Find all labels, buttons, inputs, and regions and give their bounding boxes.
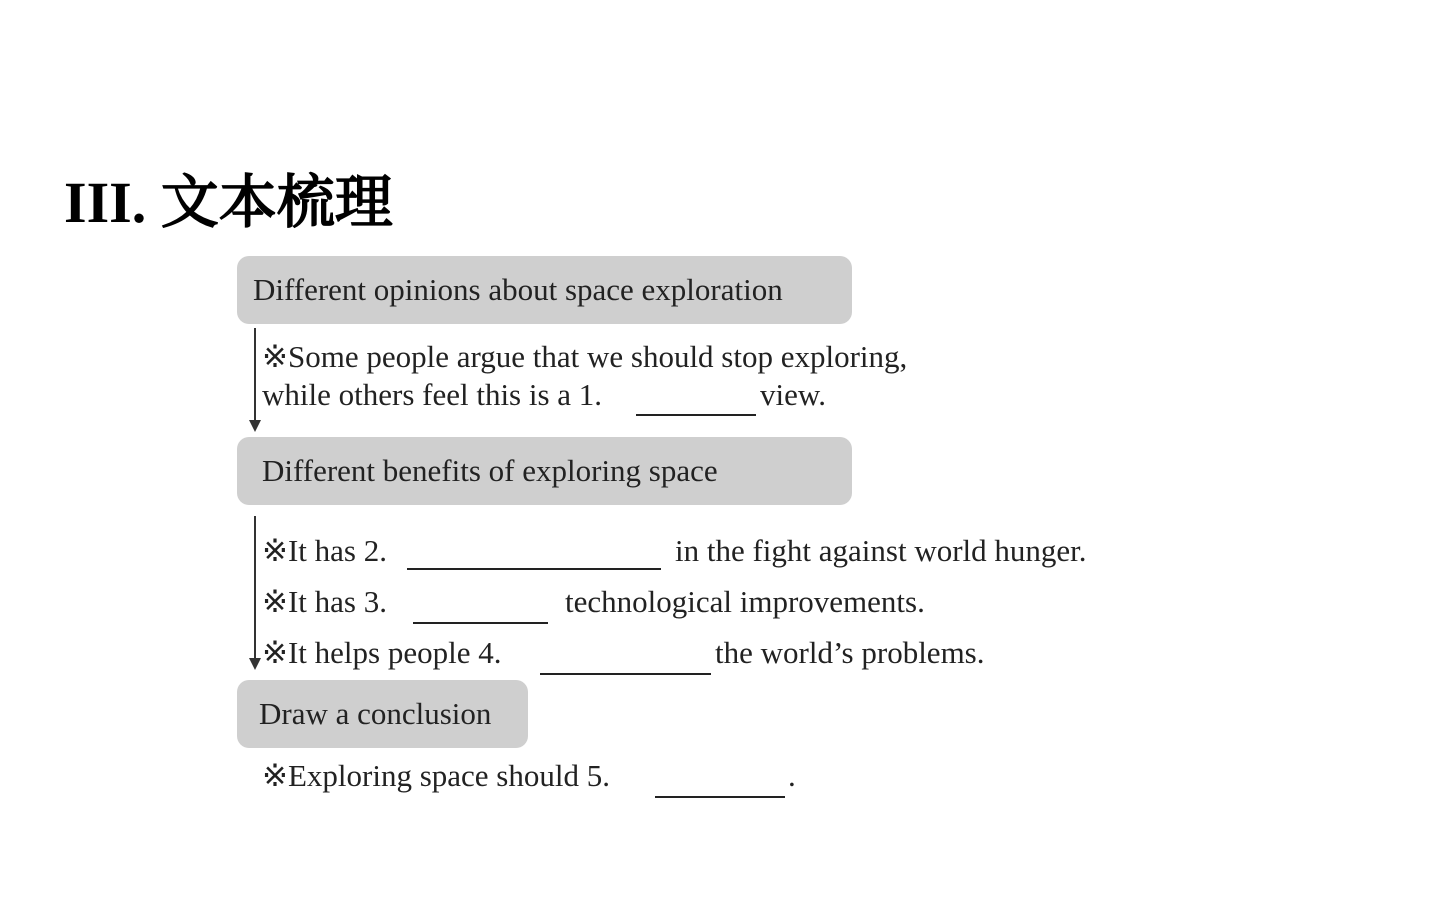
- section-box-opinions: [237, 256, 852, 324]
- answer-blank-2[interactable]: [407, 568, 661, 570]
- statement-text: ※Some people argue that we should stop exploring,: [262, 339, 908, 374]
- answer-blank-3[interactable]: [413, 622, 548, 624]
- section-label: Different opinions about space exploration: [253, 272, 783, 307]
- statement-text: while others feel this is a 1.: [262, 377, 603, 412]
- statement-text: view.: [760, 377, 826, 412]
- statement-text: ※It helps people 4.: [262, 635, 502, 670]
- answer-blank-1[interactable]: [636, 414, 756, 416]
- section-label: Draw a conclusion: [259, 696, 492, 731]
- statement-text: ※It has 3.: [262, 584, 387, 619]
- statement-text: in the fight against world hunger.: [675, 533, 1087, 568]
- down-arrow-icon: [254, 516, 256, 668]
- statement-text: .: [788, 758, 796, 793]
- answer-blank-5[interactable]: [655, 796, 785, 798]
- section-box-conclusion: [237, 680, 528, 748]
- down-arrow-icon: [254, 328, 256, 430]
- statement-text: ※It has 2.: [262, 533, 387, 568]
- section-box-benefits: [237, 437, 852, 505]
- section-label: Different benefits of exploring space: [262, 453, 718, 488]
- answer-blank-4[interactable]: [540, 673, 711, 675]
- section-heading: III. 文本梳理: [64, 170, 393, 235]
- statement-text: technological improvements.: [565, 584, 925, 619]
- statement-text: the world’s problems.: [715, 635, 985, 670]
- statement-text: ※Exploring space should 5.: [262, 758, 610, 793]
